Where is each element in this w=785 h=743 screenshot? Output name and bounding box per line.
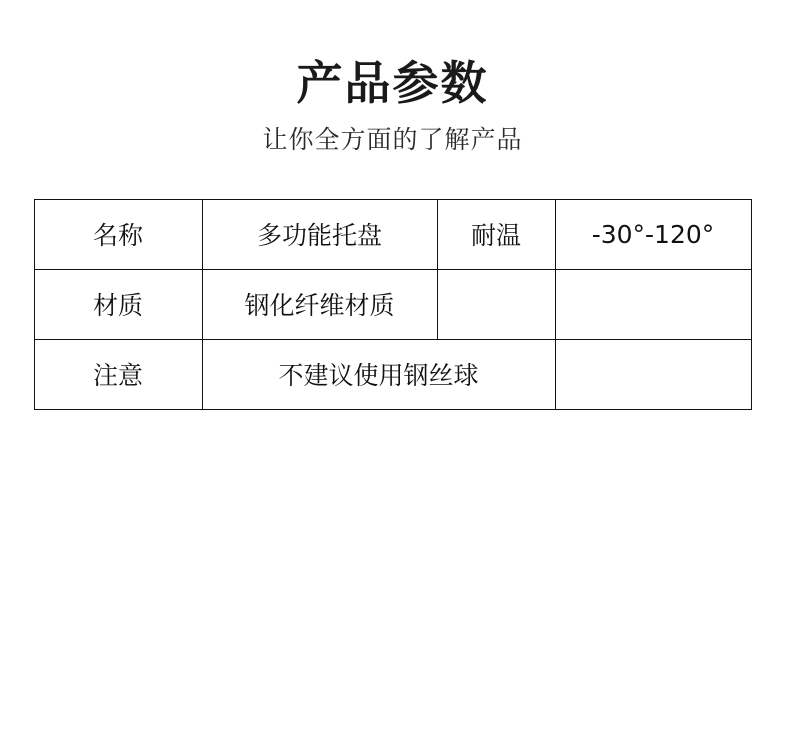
page-title: 产品参数 xyxy=(296,56,489,110)
table-row xyxy=(34,199,751,269)
spec-value-name: 多功能托盘 xyxy=(202,199,437,269)
spec-value-notice: 不建议使用钢丝球 xyxy=(202,339,555,409)
specification-table xyxy=(34,199,752,410)
spec-label-notice: 注意 xyxy=(34,339,202,409)
spec-label-temperature: 耐温 xyxy=(437,199,555,269)
page-subtitle: 让你全方面的了解产品 xyxy=(262,124,523,154)
spec-empty-cell xyxy=(437,269,555,339)
spec-value-material: 钢化纤维材质 xyxy=(202,269,437,339)
spec-label-name: 名称 xyxy=(34,199,202,269)
spec-empty-cell xyxy=(555,269,751,339)
spec-empty-cell xyxy=(555,339,751,409)
spec-value-temperature: -30°-120° xyxy=(555,199,751,269)
table-row xyxy=(34,269,751,339)
spec-label-material: 材质 xyxy=(34,269,202,339)
table-row xyxy=(34,339,751,409)
